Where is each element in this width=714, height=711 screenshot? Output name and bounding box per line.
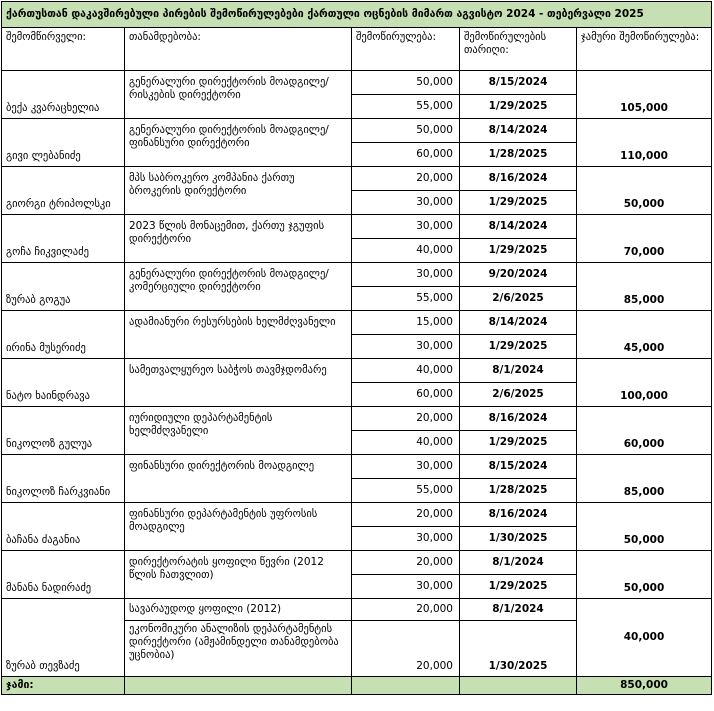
donation-amount: 20,000 bbox=[352, 503, 460, 527]
donation-date: 2/6/2025 bbox=[460, 383, 577, 407]
donation-date: 8/16/2024 bbox=[460, 167, 577, 191]
donation-date: 1/28/2025 bbox=[460, 143, 577, 167]
donation-amount: 30,000 bbox=[352, 335, 460, 359]
donor-position-continued: ეკონომიკური ანალიზის დეპარტამენტის დირექტორი (ამჟამინდელი თანამდებობა უცნობია) bbox=[125, 621, 352, 677]
donation-amount: 30,000 bbox=[352, 215, 460, 239]
donations-table bbox=[1, 1, 712, 695]
table-row bbox=[2, 455, 712, 479]
donor-total: 85,000 bbox=[577, 455, 712, 503]
donor-total: 40,000 bbox=[577, 599, 712, 677]
donation-amount: 30,000 bbox=[352, 263, 460, 287]
donation-amount: 30,000 bbox=[352, 527, 460, 551]
donor-name: მანანა ნადირაძე bbox=[2, 551, 125, 599]
donation-date: 8/14/2024 bbox=[460, 119, 577, 143]
donation-amount: 50,000 bbox=[352, 71, 460, 95]
donor-position: ფინანსური დეპარტამენტის უფროსის მოადგილე bbox=[125, 503, 352, 551]
header-donation: შემოწირულება: bbox=[352, 28, 460, 71]
donation-amount: 20,000 bbox=[352, 551, 460, 575]
donor-position: სავარაუდოდ ყოფილი (2012) bbox=[125, 599, 352, 621]
donor-total: 60,000 bbox=[577, 407, 712, 455]
table-row bbox=[2, 71, 712, 95]
donation-date: 1/30/2025 bbox=[460, 621, 577, 677]
donation-amount: 20,000 bbox=[352, 407, 460, 431]
header-donor: შემომწირველი: bbox=[2, 28, 125, 71]
donation-date: 1/29/2025 bbox=[460, 575, 577, 599]
donor-total: 105,000 bbox=[577, 71, 712, 119]
donation-amount: 15,000 bbox=[352, 311, 460, 335]
donor-name: გიორგი ტრიპოლსკი bbox=[2, 167, 125, 215]
donor-position: ფინანსური დირექტორის მოადგილე bbox=[125, 455, 352, 503]
table-row bbox=[2, 503, 712, 527]
donation-amount: 30,000 bbox=[352, 191, 460, 215]
donation-amount: 40,000 bbox=[352, 359, 460, 383]
donation-date: 1/29/2025 bbox=[460, 239, 577, 263]
donor-name: ბექა კვარაცხელია bbox=[2, 71, 125, 119]
donor-total: 50,000 bbox=[577, 167, 712, 215]
donation-date: 2/6/2025 bbox=[460, 287, 577, 311]
donation-amount: 50,000 bbox=[352, 119, 460, 143]
donor-total: 45,000 bbox=[577, 311, 712, 359]
donation-date: 1/28/2025 bbox=[460, 479, 577, 503]
table-row bbox=[2, 551, 712, 575]
donor-name: გივი ლებანიძე bbox=[2, 119, 125, 167]
table-row bbox=[2, 407, 712, 431]
donation-amount: 40,000 bbox=[352, 431, 460, 455]
donation-date: 8/14/2024 bbox=[460, 215, 577, 239]
donor-position: გენერალური დირექტორის მოადგილე/კომერციული დირექტორი bbox=[125, 263, 352, 311]
donor-name: ბაჩანა ძაგანია bbox=[2, 503, 125, 551]
footer-empty bbox=[125, 677, 352, 695]
footer-empty bbox=[352, 677, 460, 695]
donor-total: 110,000 bbox=[577, 119, 712, 167]
donor-name: ირინა მუსერიძე bbox=[2, 311, 125, 359]
donation-date: 1/29/2025 bbox=[460, 335, 577, 359]
donor-name: ზურაბ თევზაძე bbox=[2, 599, 125, 677]
donation-date: 8/14/2024 bbox=[460, 311, 577, 335]
donation-amount: 20,000 bbox=[352, 167, 460, 191]
donation-amount: 20,000 bbox=[352, 599, 460, 621]
total-row bbox=[2, 677, 712, 695]
grand-total: 850,000 bbox=[577, 677, 712, 695]
table-row bbox=[2, 167, 712, 191]
donation-date: 8/16/2024 bbox=[460, 503, 577, 527]
donation-date: 8/1/2024 bbox=[460, 359, 577, 383]
donation-date: 8/16/2024 bbox=[460, 407, 577, 431]
donations-sheet bbox=[1, 1, 713, 709]
donation-amount: 60,000 bbox=[352, 383, 460, 407]
donor-total: 70,000 bbox=[577, 215, 712, 263]
donor-total: 100,000 bbox=[577, 359, 712, 407]
table-row bbox=[2, 311, 712, 335]
donor-name: ნიკოლოზ ჩარკვიანი bbox=[2, 455, 125, 503]
table-title: ქართუსთან დაკავშირებული პირების შემოწირულებები ქართული ოცნების მიმართ აგვისტო 2024 - თებერვალი 2025 bbox=[2, 2, 712, 28]
donor-name: ნიკოლოზ გულუა bbox=[2, 407, 125, 455]
donor-position: ადამიანური რესურსების ხელმძღვანელი bbox=[125, 311, 352, 359]
donation-date: 8/1/2024 bbox=[460, 599, 577, 621]
donation-date: 1/29/2025 bbox=[460, 95, 577, 119]
donation-date: 8/1/2024 bbox=[460, 551, 577, 575]
donor-total: 85,000 bbox=[577, 263, 712, 311]
table-row bbox=[2, 263, 712, 287]
donation-amount: 30,000 bbox=[352, 575, 460, 599]
donor-position: 2023 წლის მონაცემით, ქართუ ჯგუფის დირექტორი bbox=[125, 215, 352, 263]
donation-amount: 40,000 bbox=[352, 239, 460, 263]
donor-position: მპს საბროკერო კომპანია ქართუ ბროკერის დირექტორი bbox=[125, 167, 352, 215]
donor-position: იურიდიული დეპარტამენტის ხელმძღვანელი bbox=[125, 407, 352, 455]
donor-name: ნატო ხაინდრავა bbox=[2, 359, 125, 407]
donation-amount: 55,000 bbox=[352, 95, 460, 119]
donation-date: 1/29/2025 bbox=[460, 431, 577, 455]
table-row bbox=[2, 215, 712, 239]
table-row bbox=[2, 119, 712, 143]
donation-amount: 30,000 bbox=[352, 455, 460, 479]
donor-total: 50,000 bbox=[577, 503, 712, 551]
donation-date: 9/20/2024 bbox=[460, 263, 577, 287]
header-total: ჯამური შემოწირულება: bbox=[577, 28, 712, 71]
donation-date: 1/30/2025 bbox=[460, 527, 577, 551]
footer-label: ჯამი: bbox=[2, 677, 125, 695]
table-row bbox=[2, 359, 712, 383]
donor-name: ზურაბ გოგუა bbox=[2, 263, 125, 311]
donation-amount: 20,000 bbox=[352, 621, 460, 677]
donor-position: სამეთვალყურეო საბჭოს თავმჯდომარე bbox=[125, 359, 352, 407]
table-row bbox=[2, 599, 712, 621]
donation-date: 1/29/2025 bbox=[460, 191, 577, 215]
donor-position: გენერალური დირექტორის მოადგილე/ფინანსური დირექტორი bbox=[125, 119, 352, 167]
header-date: შემოწირულების თარიღი: bbox=[460, 28, 577, 71]
header-position: თანამდებობა: bbox=[125, 28, 352, 71]
donation-amount: 55,000 bbox=[352, 479, 460, 503]
donor-position: გენერალური დირექტორის მოადგილე/ რისკების დირექტორი bbox=[125, 71, 352, 119]
donation-amount: 60,000 bbox=[352, 143, 460, 167]
donation-date: 8/15/2024 bbox=[460, 71, 577, 95]
footer-empty bbox=[460, 677, 577, 695]
donation-amount: 55,000 bbox=[352, 287, 460, 311]
donor-total: 50,000 bbox=[577, 551, 712, 599]
donor-position: დირექტორატის ყოფილი წევრი (2012 წლის ჩათვლით) bbox=[125, 551, 352, 599]
donation-date: 8/15/2024 bbox=[460, 455, 577, 479]
donor-name: გოჩა ჩიკვილაძე bbox=[2, 215, 125, 263]
